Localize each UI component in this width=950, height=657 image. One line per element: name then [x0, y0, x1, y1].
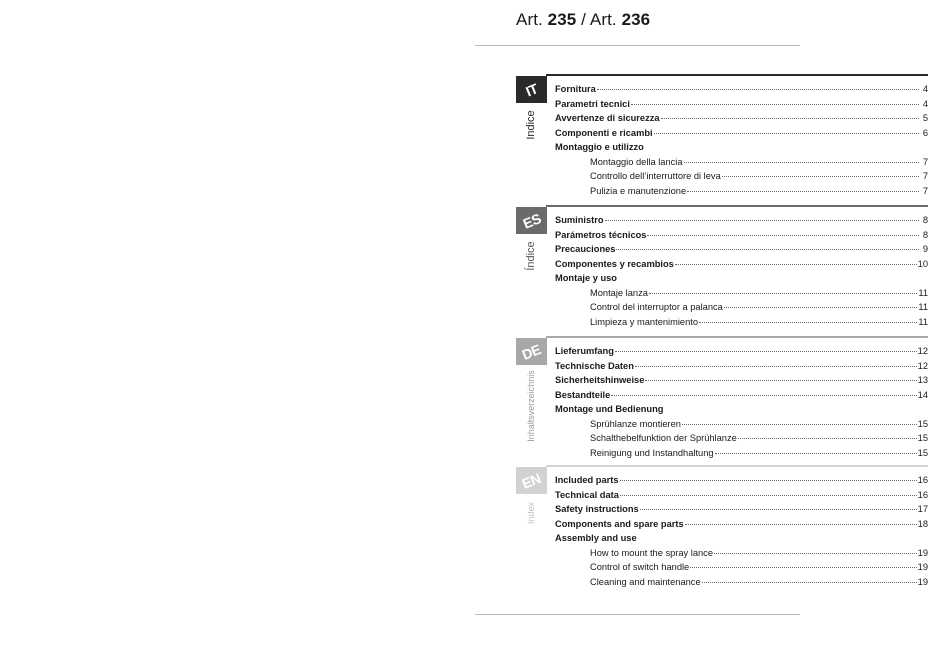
- page-number: 17: [917, 504, 928, 514]
- toc-entry-title: Assembly and use: [555, 533, 637, 543]
- toc-entry[interactable]: [555, 473, 928, 488]
- bottom-divider: [475, 614, 800, 615]
- document-title: [516, 10, 650, 30]
- toc-entry-title: Included parts: [555, 475, 619, 485]
- toc-entry-title: Control del interruptor a palanca: [590, 302, 723, 312]
- toc-entry[interactable]: [555, 488, 928, 503]
- toc-entry[interactable]: [555, 271, 928, 286]
- toc-subentry[interactable]: [555, 184, 928, 199]
- dot-leader: [685, 524, 917, 525]
- toc-entry-title: Components and spare parts: [555, 518, 684, 529]
- index-label-text: Inhaltsverzeichnis: [526, 370, 536, 442]
- page-number: 11: [918, 316, 928, 327]
- toc-entry-title: Technical data: [555, 489, 619, 500]
- dot-leader: [699, 322, 917, 323]
- page-number: 11: [918, 302, 928, 312]
- toc-entry-title: Montage und Bedienung: [555, 404, 664, 414]
- page-number: 13: [917, 375, 928, 385]
- toc-entry[interactable]: [555, 531, 928, 546]
- dot-leader: [715, 453, 917, 454]
- index-label-text: Index: [526, 501, 536, 525]
- dot-leader: [640, 509, 917, 510]
- dot-leader: [597, 89, 919, 90]
- toc-subentry[interactable]: [555, 417, 928, 432]
- language-code: DE: [519, 340, 544, 363]
- language-badge: [516, 76, 547, 103]
- page-number: 15: [917, 447, 928, 458]
- toc-entry[interactable]: [555, 373, 928, 388]
- toc-entry-title: Montaje lanza: [590, 287, 648, 298]
- toc-entry[interactable]: [555, 228, 928, 243]
- toc-subentry[interactable]: [555, 155, 928, 170]
- dot-leader: [620, 480, 917, 481]
- toc-entry-title: Schalthebelfunktion der Sprühlanze: [590, 433, 737, 443]
- section-top-rule: [546, 205, 928, 207]
- page-number: 19: [917, 547, 928, 558]
- toc-subentry[interactable]: [555, 431, 928, 446]
- toc-entry-title: Control of switch handle: [590, 562, 690, 572]
- section-top-rule: [546, 74, 928, 76]
- toc-entry[interactable]: [555, 140, 928, 155]
- page-number: 7: [922, 156, 928, 167]
- toc-subentry[interactable]: [555, 169, 928, 184]
- toc-entry[interactable]: [555, 257, 928, 272]
- toc-entry-title: Parametri tecnici: [555, 98, 630, 109]
- page-number: 16: [917, 475, 928, 485]
- language-code: EN: [519, 469, 544, 492]
- toc-entry-title: Componenti e ricambi: [555, 127, 653, 138]
- page-number: 16: [917, 489, 928, 500]
- dot-leader: [738, 438, 917, 439]
- art-number-2: 236: [621, 10, 651, 29]
- toc-entry-title: Bestandteile: [555, 389, 611, 400]
- page-number: 19: [917, 562, 928, 572]
- index-label-text: Indice: [525, 110, 537, 140]
- toc-entry[interactable]: [555, 388, 928, 403]
- section-top-rule: [546, 336, 928, 338]
- toc-entry-title: Safety instructions: [555, 504, 639, 514]
- art-prefix-1: Art.: [516, 10, 548, 29]
- page-number: 7: [922, 185, 928, 196]
- language-code: ES: [520, 209, 543, 232]
- toc-entry-title: Montaje y uso: [555, 273, 617, 283]
- title-separator: /: [576, 10, 590, 29]
- language-badge: [516, 338, 547, 365]
- dot-leader: [616, 249, 919, 250]
- dot-leader: [647, 235, 919, 236]
- toc-entry[interactable]: [555, 502, 928, 517]
- toc-entry-title: Lieferumfang: [555, 346, 614, 356]
- toc-section-de: [514, 336, 928, 461]
- toc-entries: [555, 473, 928, 589]
- dot-leader: [724, 307, 918, 308]
- toc-section-it: [514, 74, 928, 199]
- dot-leader: [702, 582, 917, 583]
- toc-entry[interactable]: [555, 111, 928, 126]
- page-number: 4: [922, 98, 928, 109]
- page-number: 10: [917, 258, 928, 269]
- dot-leader: [649, 293, 917, 294]
- language-badge: [516, 467, 547, 494]
- toc-entry-title: Controllo dell’interruttore di leva: [590, 171, 721, 181]
- toc-entry-title: Parámetros técnicos: [555, 229, 647, 240]
- dot-leader: [654, 133, 919, 134]
- toc-entries: [555, 344, 928, 460]
- toc-entry[interactable]: [555, 213, 928, 228]
- toc-subentry[interactable]: [555, 300, 928, 315]
- toc-entry[interactable]: [555, 402, 928, 417]
- art-prefix-2: Art.: [589, 10, 622, 29]
- page-number: 7: [922, 171, 928, 181]
- page-number: 18: [917, 518, 928, 529]
- top-divider: [475, 45, 800, 46]
- toc-entry[interactable]: [555, 344, 928, 359]
- page-number: 6: [922, 127, 928, 138]
- dot-leader: [611, 395, 916, 396]
- dot-leader: [661, 118, 919, 119]
- language-badge: [516, 207, 547, 234]
- toc-entry-title: Cleaning and maintenance: [590, 576, 701, 587]
- toc-section-es: [514, 205, 928, 330]
- toc-entry-title: Pulizia e manutenzione: [590, 185, 687, 196]
- page-number: 19: [917, 576, 928, 587]
- dot-leader: [620, 495, 917, 496]
- dot-leader: [684, 162, 919, 163]
- dot-leader: [631, 104, 919, 105]
- page-number: 9: [922, 244, 928, 254]
- toc-entries: [555, 82, 928, 198]
- toc-entry-title: Technische Daten: [555, 360, 634, 371]
- toc-subentry[interactable]: [555, 546, 928, 561]
- toc-subentry[interactable]: [555, 446, 928, 461]
- toc-subentry[interactable]: [555, 286, 928, 301]
- dot-leader: [605, 220, 919, 221]
- toc-entry-title: Limpieza y mantenimiento: [590, 316, 698, 327]
- toc-entry[interactable]: [555, 97, 928, 112]
- dot-leader: [645, 380, 916, 381]
- page-number: 15: [917, 418, 928, 429]
- toc-entry-title: Montaggio della lancia: [590, 156, 683, 167]
- section-top-rule: [546, 465, 928, 467]
- index-label-text: Índice: [525, 241, 537, 271]
- toc-entry[interactable]: [555, 126, 928, 141]
- page-number: 14: [917, 389, 928, 400]
- toc-entry-title: How to mount the spray lance: [590, 547, 713, 558]
- toc-entry-title: Fornitura: [555, 84, 596, 94]
- toc-entry-title: Sprühlanze montieren: [590, 418, 681, 429]
- toc-entry-title: Precauciones: [555, 244, 616, 254]
- toc-entry[interactable]: [555, 242, 928, 257]
- dot-leader: [690, 567, 916, 568]
- toc-entry-title: Reinigung und Instandhaltung: [590, 447, 714, 458]
- page-number: 11: [918, 287, 928, 298]
- dot-leader: [635, 366, 917, 367]
- language-code: IT: [523, 79, 540, 100]
- toc-entry[interactable]: [555, 82, 928, 97]
- toc-subentry[interactable]: [555, 560, 928, 575]
- dot-leader: [722, 176, 919, 177]
- toc-subentry[interactable]: [555, 315, 928, 330]
- dot-leader: [675, 264, 917, 265]
- toc-subentry[interactable]: [555, 575, 928, 590]
- art-number-1: 235: [547, 10, 577, 29]
- page-number: 15: [917, 433, 928, 443]
- page-number: 5: [922, 113, 928, 123]
- toc-entries: [555, 213, 928, 329]
- dot-leader: [682, 424, 917, 425]
- toc-entry-title: Sicherheitshinweise: [555, 375, 645, 385]
- toc-entry-title: Suministro: [555, 215, 604, 225]
- dot-leader: [615, 351, 917, 352]
- dot-leader: [687, 191, 919, 192]
- toc-entry-title: Montaggio e utilizzo: [555, 142, 644, 152]
- page-number: 4: [922, 84, 928, 94]
- dot-leader: [714, 553, 917, 554]
- page-number: 12: [917, 360, 928, 371]
- toc-section-en: [514, 465, 928, 590]
- toc-entry[interactable]: [555, 517, 928, 532]
- page-number: 8: [922, 229, 928, 240]
- page-number: 8: [922, 215, 928, 225]
- toc-entry[interactable]: [555, 359, 928, 374]
- toc-entry-title: Componentes y recambios: [555, 258, 674, 269]
- page-number: 12: [917, 346, 928, 356]
- toc-entry-title: Avvertenze di sicurezza: [555, 113, 660, 123]
